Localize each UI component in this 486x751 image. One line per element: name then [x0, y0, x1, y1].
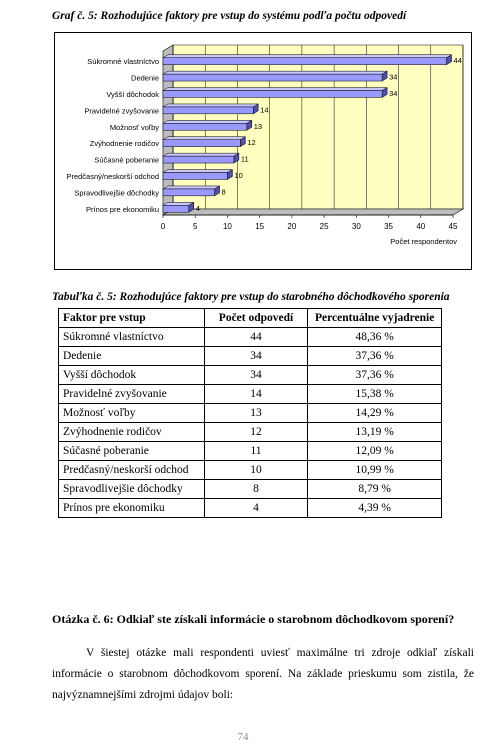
value-label: 11	[240, 154, 249, 164]
cell-count: 8	[204, 480, 308, 499]
cell-percent: 48,36 %	[308, 328, 442, 347]
cell-factor: Súkromné vlastníctvo	[59, 328, 205, 347]
x-tick-label: 30	[351, 222, 361, 231]
category-label: Dedenie	[131, 73, 159, 83]
bar-top	[163, 153, 239, 156]
x-tick-label: 20	[287, 222, 297, 231]
body-paragraph: V šiestej otázke mali respondenti uviesť maximálne tri zdroje odkiaľ získali informácie o starobnom dôchodkovom sporení. Na základe prieskumu som zistila, že najvýznamnejšími zdrojmi údajov boli:	[52, 647, 474, 701]
x-tick-label: 0	[160, 222, 166, 231]
category-label: Zvýhodnenie rodičov	[89, 139, 159, 149]
category-label: Súkromné vlastníctvo	[87, 57, 159, 67]
bar	[163, 74, 382, 81]
table-row	[59, 404, 442, 423]
x-tick-label: 25	[319, 222, 329, 231]
cell-percent: 37,36 %	[308, 366, 442, 385]
bar	[163, 173, 227, 180]
bar-top	[163, 170, 232, 173]
x-tick-label: 40	[416, 222, 426, 231]
table-row	[59, 499, 442, 518]
cell-count: 13	[204, 404, 308, 423]
table-row	[59, 328, 442, 347]
value-label: 4	[195, 203, 200, 213]
category-label: Súčasné poberanie	[94, 155, 159, 165]
category-label: Možnosť voľby	[109, 122, 159, 132]
cell-percent: 12,09 %	[308, 442, 442, 461]
cell-count: 44	[204, 328, 308, 347]
bar	[163, 91, 382, 98]
cell-percent: 8,79 %	[308, 480, 442, 499]
cell-count: 10	[204, 461, 308, 480]
bar	[163, 123, 247, 130]
value-label: 44	[453, 56, 462, 66]
cell-percent: 37,36 %	[308, 347, 442, 366]
category-label: Prínos pre ekonomiku	[86, 204, 159, 214]
table-row	[59, 385, 442, 404]
x-axis-title: Počet respondentov	[390, 237, 457, 246]
cell-percent: 13,19 %	[308, 423, 442, 442]
cell-factor: Prínos pre ekonomiku	[59, 499, 205, 518]
table-row	[59, 347, 442, 366]
table-row	[59, 480, 442, 499]
table-caption: Tabuľka č. 5: Rozhodujúce faktory pre vstup do starobného dôchodkového sporenia	[52, 291, 450, 303]
data-table	[58, 308, 442, 518]
cell-count: 14	[204, 385, 308, 404]
cell-count: 11	[204, 442, 308, 461]
graph-caption: Graf č. 5: Rozhodujúce faktory pre vstup do systému podľa počtu odpovedí	[52, 10, 407, 22]
chart-frame	[54, 32, 472, 270]
bar-top	[163, 88, 387, 91]
bar	[163, 205, 189, 212]
cell-factor: Možnosť voľby	[59, 404, 205, 423]
bar	[163, 140, 240, 147]
category-label: Spravodlivejšie dôchodky	[74, 188, 159, 198]
value-label: 8	[221, 187, 226, 197]
bar-top	[163, 55, 452, 58]
bar-chart	[55, 33, 471, 269]
cell-factor: Zvýhodnenie rodičov	[59, 423, 205, 442]
bar	[163, 156, 234, 163]
x-tick-label: 5	[192, 222, 198, 231]
cell-factor: Spravodlivejšie dôchodky	[59, 480, 205, 499]
x-tick-label: 10	[222, 222, 232, 231]
bar	[163, 107, 253, 114]
cell-factor: Vyšší dôchodok	[59, 366, 205, 385]
bar-top	[163, 104, 258, 107]
cell-factor: Súčasné poberanie	[59, 442, 205, 461]
bar-top	[163, 186, 220, 189]
page-number: 74	[237, 731, 249, 743]
header-percenta: Percentuálne vyjadrenie	[308, 309, 442, 328]
cell-count: 4	[204, 499, 308, 518]
value-label: 34	[389, 72, 398, 82]
bar-top	[163, 71, 387, 74]
bar	[163, 58, 447, 65]
x-tick-label: 15	[255, 222, 265, 231]
bar	[163, 189, 215, 196]
table-row	[59, 461, 442, 480]
cell-count: 34	[204, 347, 308, 366]
table-row	[59, 423, 442, 442]
cell-factor: Dedenie	[59, 347, 205, 366]
cell-percent: 10,99 %	[308, 461, 442, 480]
category-label: Vyšší dôchodok	[106, 90, 159, 99]
x-tick-label: 35	[384, 222, 394, 231]
category-label: Pravidelné zvyšovanie	[84, 106, 159, 116]
value-label: 10	[234, 171, 243, 180]
value-label: 34	[389, 89, 398, 98]
value-label: 14	[260, 105, 269, 115]
cell-count: 12	[204, 423, 308, 442]
header-pocet: Počet odpovedí	[204, 309, 308, 328]
table-header-row	[59, 309, 442, 328]
table-row	[59, 442, 442, 461]
value-label: 13	[253, 121, 263, 131]
cell-factor: Predčasný/neskorší odchod	[59, 461, 205, 480]
bar-top	[163, 137, 245, 140]
value-label: 12	[247, 138, 256, 148]
table-row	[59, 366, 442, 385]
category-label: Predčasný/neskorší odchod	[66, 172, 159, 181]
cell-count: 34	[204, 366, 308, 385]
bar-top	[163, 120, 252, 123]
x-tick-label: 45	[448, 222, 458, 231]
chart-floor	[163, 209, 463, 215]
header-faktor: Faktor pre vstup	[59, 309, 205, 328]
cell-percent: 14,29 %	[308, 404, 442, 423]
question-heading: Otázka č. 6: Odkiaľ ste získali informácie o starobnom dôchodkovom sporení?	[52, 612, 455, 626]
cell-factor: Pravidelné zvyšovanie	[59, 385, 205, 404]
cell-percent: 15,38 %	[308, 385, 442, 404]
cell-percent: 4,39 %	[308, 499, 442, 518]
